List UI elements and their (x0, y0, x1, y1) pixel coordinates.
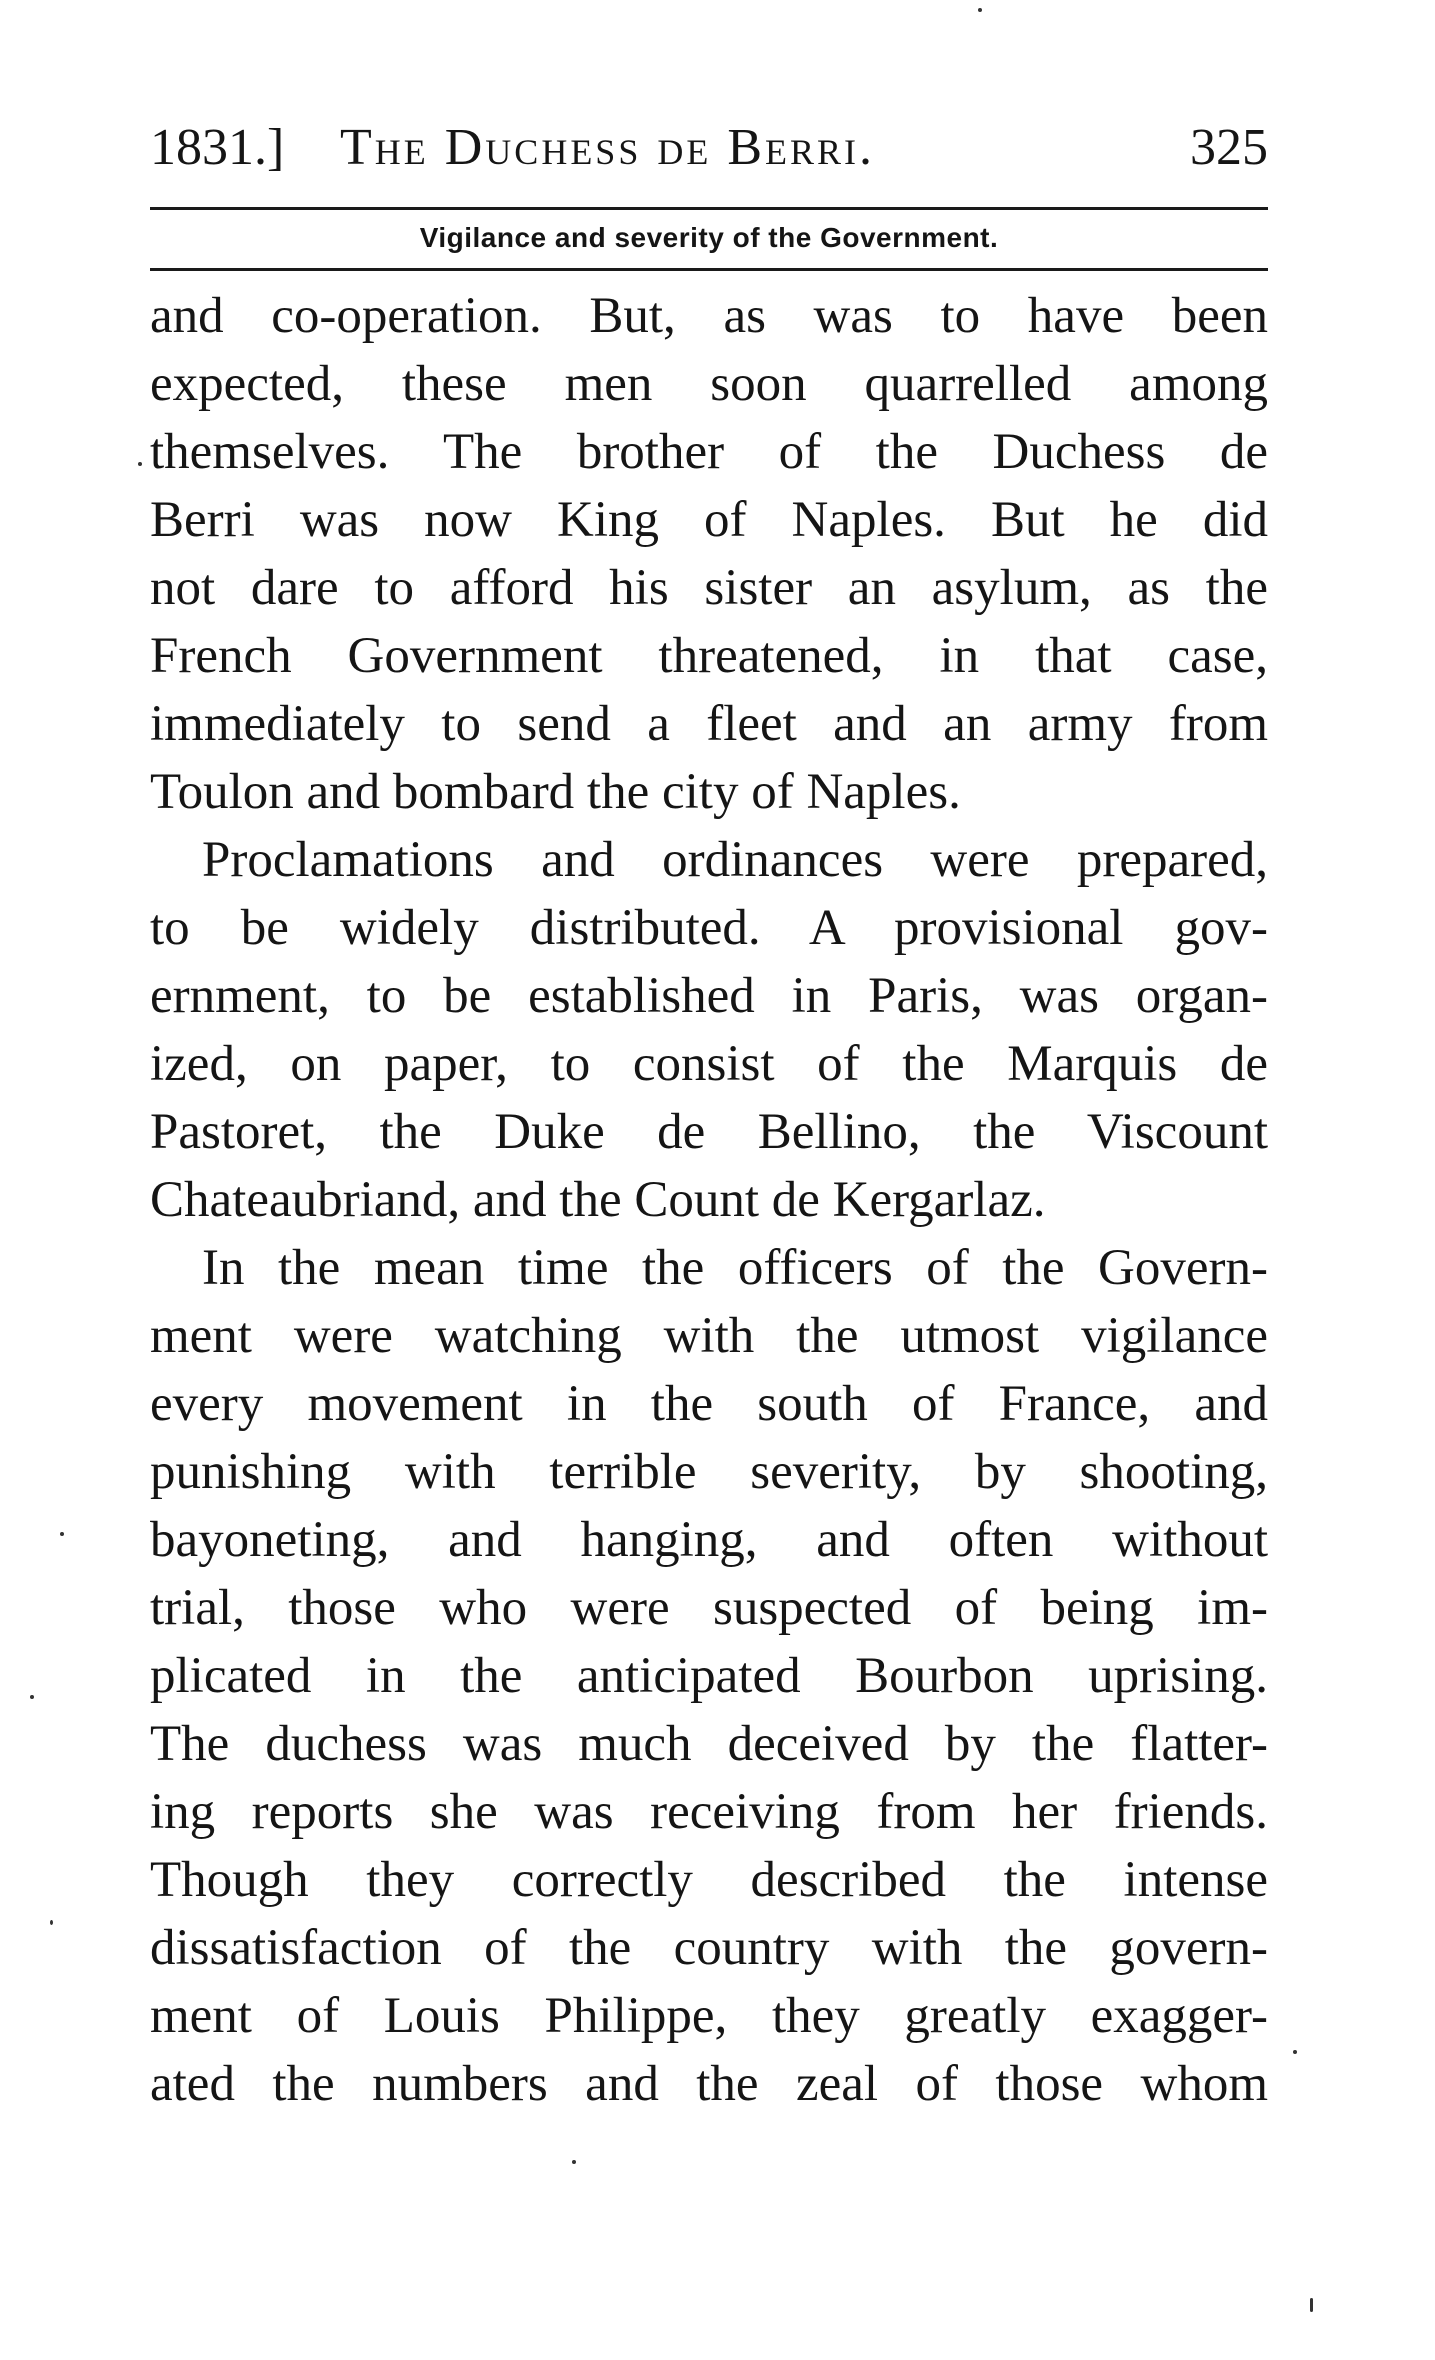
scan-speck (572, 2160, 576, 2164)
text-line: to be widely distributed. A provisional gov- (150, 900, 1268, 956)
section-subhead: Vigilance and severity of the Government. (419, 222, 999, 253)
text-line: every movement in the south of France, and (150, 1376, 1268, 1432)
text-line: In the mean time the officers of the Govern- (202, 1240, 1268, 1296)
text-line: ernment, to be established in Paris, was organ- (150, 968, 1268, 1024)
text-line: Pastoret, the Duke de Bellino, the Viscount (150, 1104, 1268, 1160)
body-text (150, 282, 1268, 2118)
text-line: not dare to afford his sister an asylum, as the (150, 560, 1268, 616)
running-title: The Duchess de Berri. (340, 119, 876, 176)
page-number: 325 (1190, 119, 1268, 176)
text-line: The duchess was much deceived by the flatter- (150, 1716, 1268, 1772)
scan-speck (30, 1695, 34, 1699)
scan-speck (978, 8, 982, 12)
text-line: Though they correctly described the intense (150, 1852, 1268, 1908)
scan-speck (50, 1920, 53, 1925)
scan-speck (138, 462, 142, 466)
text-line: punishing with terrible severity, by shooting, (150, 1444, 1268, 1500)
text-line: ment were watching with the utmost vigilance (150, 1308, 1268, 1364)
running-header (150, 118, 1268, 178)
text-line: themselves. The brother of the Duchess de (150, 424, 1268, 480)
header-rule-top (150, 207, 1268, 210)
text-line: bayoneting, and hanging, and often without (150, 1512, 1268, 1568)
text-line: dissatisfaction of the country with the govern- (150, 1920, 1268, 1976)
text-line: ated the numbers and the zeal of those whom (150, 2056, 1268, 2112)
text-line: ment of Louis Philippe, they greatly exagger- (150, 1988, 1268, 2044)
running-year: 1831.] (150, 119, 285, 176)
text-line: expected, these men soon quarrelled among (150, 356, 1268, 412)
text-line: ing reports she was receiving from her friends. (150, 1784, 1268, 1840)
text-line: French Government threatened, in that case, (150, 628, 1268, 684)
text-line: and co-operation. But, as was to have been (150, 288, 1268, 344)
text-line: trial, those who were suspected of being im- (150, 1580, 1268, 1636)
text-line: Toulon and bombard the city of Naples. (150, 764, 961, 820)
text-line: Berri was now King of Naples. But he did (150, 492, 1268, 548)
scan-speck (1310, 2298, 1313, 2312)
text-line: ized, on paper, to consist of the Marquis de (150, 1036, 1268, 1092)
scan-speck (60, 1532, 64, 1536)
scan-speck (1293, 2050, 1297, 2054)
header-rule-bottom (150, 268, 1268, 271)
text-line: plicated in the anticipated Bourbon uprising. (150, 1648, 1268, 1704)
text-line: Chateaubriand, and the Count de Kergarlaz. (150, 1172, 1046, 1228)
text-line: immediately to send a fleet and an army from (150, 696, 1268, 752)
text-line: Proclamations and ordinances were prepared, (202, 832, 1268, 888)
